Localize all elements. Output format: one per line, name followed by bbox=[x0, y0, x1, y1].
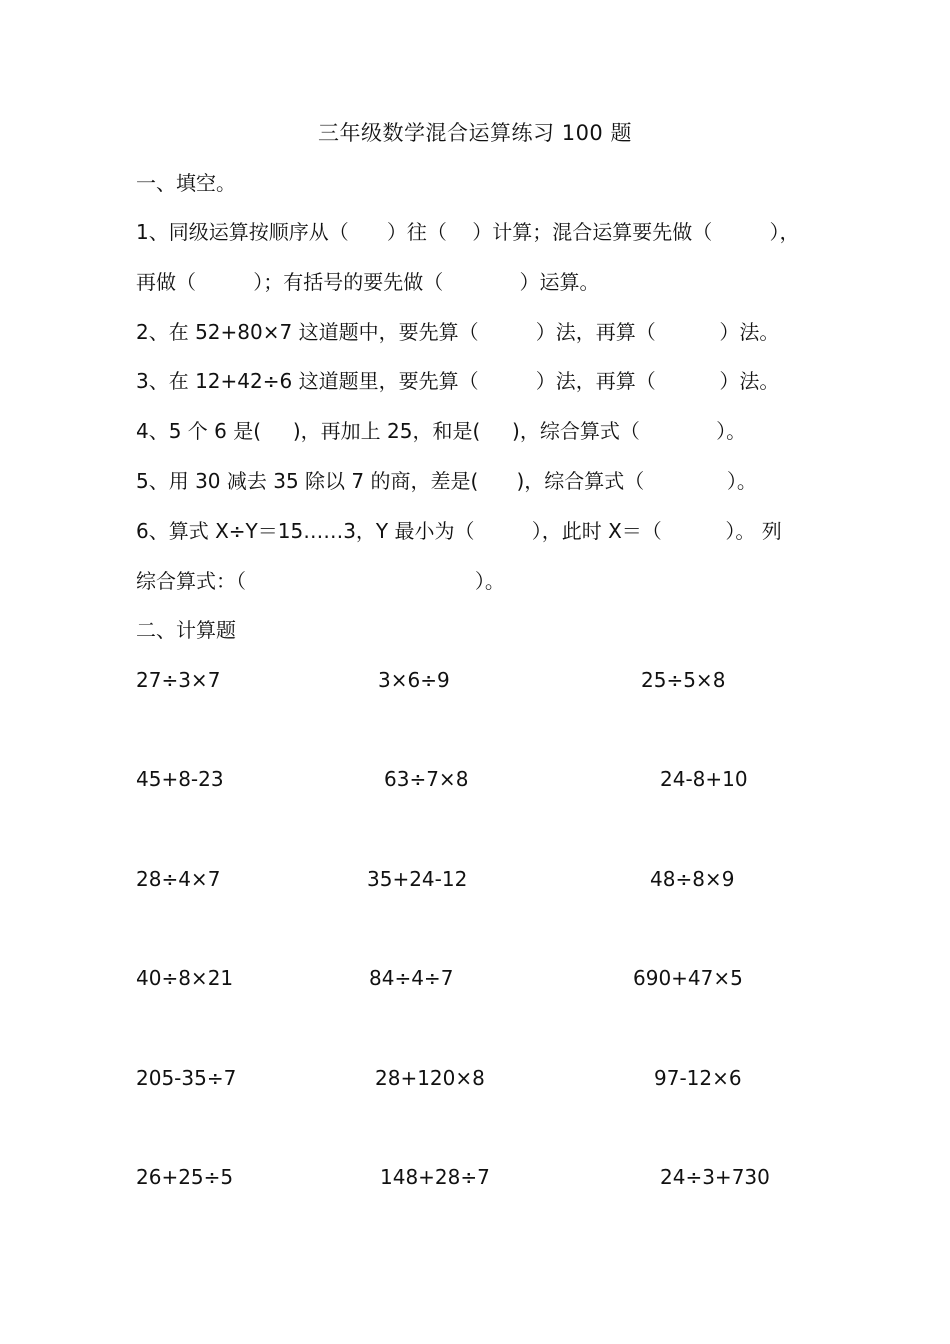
question-6-line-1: 6、算式 X÷Y＝15……3，Y 最小为（ ），此时 X＝（ ）。 列 bbox=[136, 519, 782, 543]
calc-problem: 205-35÷7 bbox=[136, 1066, 237, 1090]
calc-problem: 28÷4×7 bbox=[136, 867, 221, 891]
calc-problem: 48÷8×9 bbox=[650, 867, 735, 891]
calc-problem: 40÷8×21 bbox=[136, 966, 234, 990]
question-1-line-2: 再做（ ）；有括号的要先做（ ）运算。 bbox=[136, 270, 600, 294]
question-3: 3、在 12+42÷6 这道题里，要先算（ ）法，再算（ ）法。 bbox=[136, 369, 780, 393]
question-2: 2、在 52+80×7 这道题中，要先算（ ）法，再算（ ）法。 bbox=[136, 320, 780, 344]
section1-heading: 一、填空。 bbox=[136, 171, 236, 195]
calc-problem: 27÷3×7 bbox=[136, 668, 221, 692]
calc-problem: 28+120×8 bbox=[375, 1066, 485, 1090]
calc-problem: 690+47×5 bbox=[633, 966, 743, 990]
question-1-line-1: 1、同级运算按顺序从（ ）往（ ）计算；混合运算要先做（ ）， bbox=[136, 220, 800, 244]
calc-problem: 24-8+10 bbox=[660, 767, 748, 791]
calc-problem: 3×6÷9 bbox=[378, 668, 450, 692]
calc-problem: 26+25÷5 bbox=[136, 1165, 234, 1189]
question-4: 4、5 个 6 是( )，再加上 25，和是( )，综合算式（ ）。 bbox=[136, 419, 747, 443]
calc-problem: 63÷7×8 bbox=[384, 767, 469, 791]
calc-problem: 148+28÷7 bbox=[380, 1165, 490, 1189]
calc-problem: 97-12×6 bbox=[654, 1066, 742, 1090]
calc-problem: 25÷5×8 bbox=[641, 668, 726, 692]
question-5: 5、用 30 减去 35 除以 7 的商，差是( )，综合算式（ ）。 bbox=[136, 469, 757, 493]
section2-heading: 二、计算题 bbox=[136, 618, 236, 642]
calc-problem: 24÷3+730 bbox=[660, 1165, 770, 1189]
page-title: 三年级数学混合运算练习 100 题 bbox=[318, 121, 632, 145]
calc-problem: 84÷4÷7 bbox=[369, 966, 454, 990]
calc-problem: 45+8-23 bbox=[136, 767, 224, 791]
calc-problem: 35+24-12 bbox=[367, 867, 468, 891]
question-6-line-2: 综合算式：（ ）。 bbox=[136, 569, 505, 593]
